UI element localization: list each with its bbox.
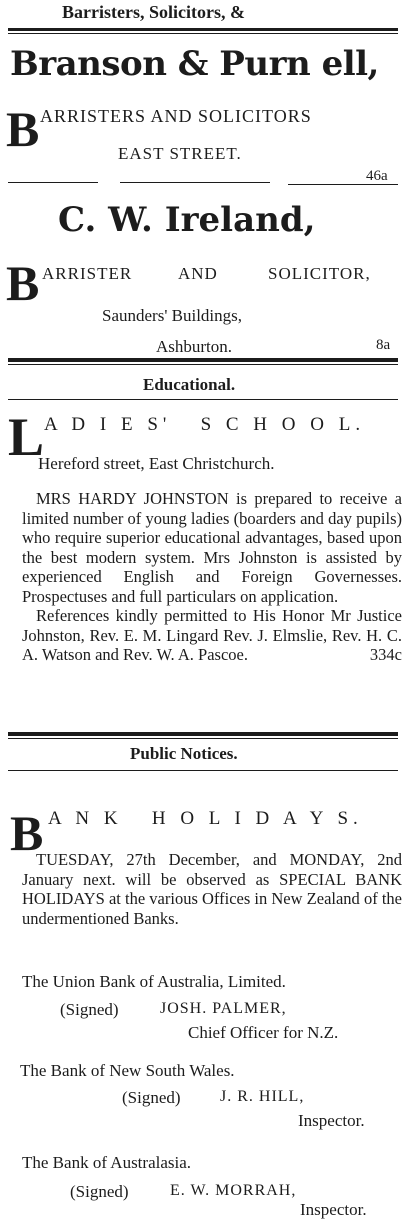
section-heading: Public Notices. [130, 744, 238, 763]
drop-cap-letter: B [6, 101, 40, 157]
divider-dash [8, 182, 98, 183]
paragraph: MRS HARDY JOHNSTON is prepared to receive a limited number of young ladies (boarders and day pupils) who require superior educational advantages, based upon the best modern system. Mrs Johnston is assisted by experienced English and Foreign Governesses. Prospectuses and full particulars on application. [22, 489, 402, 606]
notice-title: A N K H O L I D A Y S. [48, 808, 363, 829]
divider-dash [288, 184, 398, 185]
ad-name: Branson & Purn ell, [10, 44, 379, 84]
ad-address: Saunders' Buildings, [102, 306, 243, 325]
thin-rule [8, 399, 398, 400]
signer-title: Inspector. [300, 1200, 367, 1219]
thin-rule [8, 33, 398, 34]
school-description [22, 489, 402, 665]
thin-rule [8, 738, 398, 739]
signed-label: (Signed) [60, 1000, 119, 1019]
signer-title: Chief Officer for N.Z. [188, 1023, 339, 1042]
ad-profession: SOLICITOR, [268, 264, 371, 283]
ad-profession: AND [178, 264, 218, 283]
ad-address: EAST STREET. [118, 144, 242, 163]
bank-name: The Bank of New South Wales. [20, 1061, 235, 1080]
thick-rule [8, 732, 398, 736]
references-text: References kindly permitted to His Honor Mr Justice Johnston, Rev. E. M. Lingard Rev. J. Elmslie, Rev. H. C. A. Watson and Rev. W. A. Pascoe. [22, 606, 402, 664]
bank-name: The Union Bank of Australia, Limited. [22, 972, 286, 991]
section-heading-barristers: Barristers, Solicitors, & [62, 2, 245, 22]
signer-name: JOSH. PALMER, [160, 1000, 287, 1017]
signer-name: J. R. HILL, [220, 1088, 305, 1105]
thick-rule [8, 358, 398, 362]
bank-name: The Bank of Australasia. [22, 1153, 192, 1172]
ad-name: C. W. Ireland, [58, 200, 316, 240]
drop-cap-letter: B [10, 805, 44, 861]
signer-title: Inspector. [298, 1111, 365, 1130]
ad-reference: 46a [366, 168, 388, 184]
thick-rule [8, 28, 398, 31]
drop-cap-letter: B [6, 255, 40, 311]
paragraph [22, 606, 402, 665]
signed-label: (Signed) [122, 1088, 181, 1107]
signed-label: (Signed) [70, 1182, 129, 1201]
signer-name: E. W. MORRAH, [170, 1182, 297, 1199]
thin-rule [8, 770, 398, 771]
school-title: A D I E S' S C H O O L. [44, 414, 366, 435]
school-address: Hereford street, East Christchurch. [38, 454, 275, 473]
drop-cap-letter: L [8, 407, 45, 467]
notice-body [22, 850, 402, 928]
ad-town: Ashburton. [156, 337, 233, 356]
ad-profession: ARRISTER [42, 264, 133, 283]
ad-reference: 8a [376, 337, 391, 353]
ad-profession: ARRISTERS AND SOLICITORS [40, 106, 312, 126]
paragraph: TUESDAY, 27th December, and MONDAY, 2nd January next. will be observed as SPECIAL BANK HOLIDAYS at the various Offices in New Zealand of the undermentioned Banks. [22, 850, 402, 928]
ad-reference: 334c [369, 645, 402, 664]
section-heading: Educational. [143, 375, 236, 394]
thin-rule [8, 364, 398, 365]
divider-dash [120, 182, 270, 183]
